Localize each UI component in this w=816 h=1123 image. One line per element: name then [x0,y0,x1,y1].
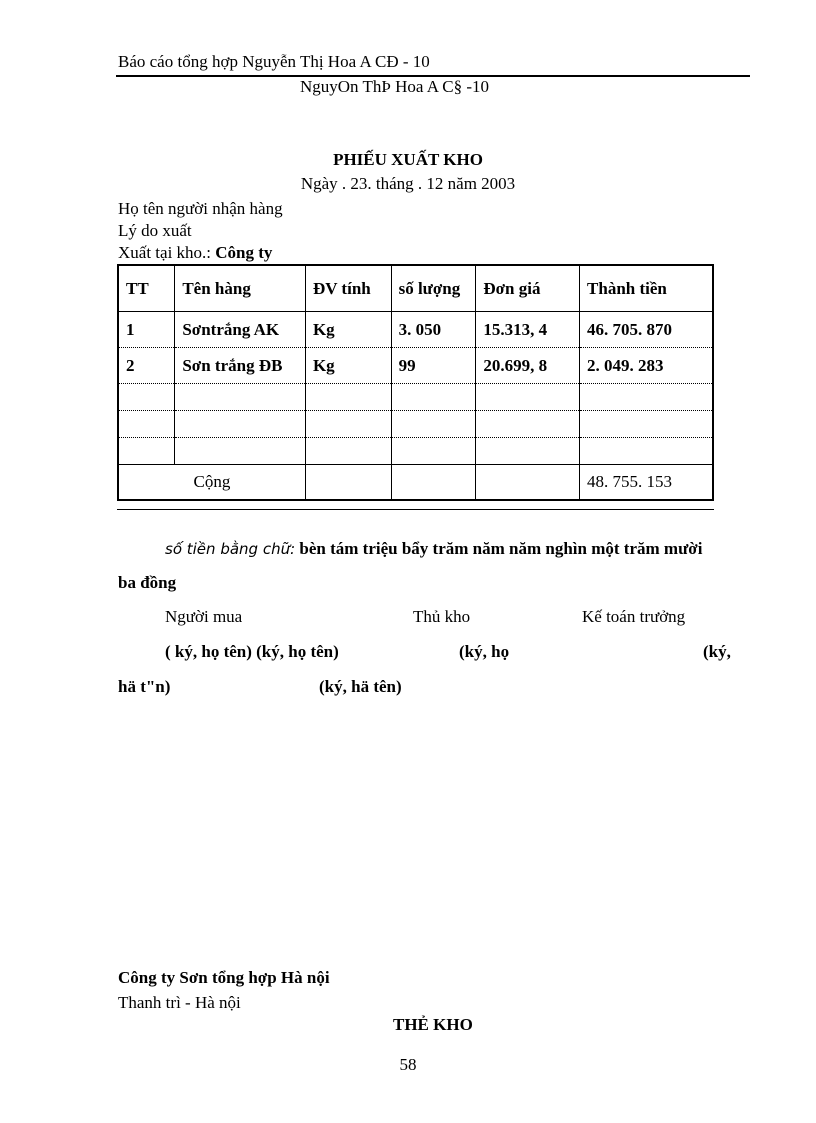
col-header: TT [118,265,175,312]
empty-row [118,411,713,438]
signature-note: ( ký, họ tên) (ký, họ tên) [165,642,339,661]
report-subheader: NguyOn ThÞ Hoa A C§ -10 [300,77,490,96]
company-name: Công ty Sơn tổng hợp Hà nội [118,968,330,987]
col-header: Thành tiền [580,265,713,312]
cell-unit: Kg [305,348,391,384]
storekeeper-label: Thủ kho [413,607,471,626]
buyer-label: Người mua [165,607,243,626]
total-row [118,465,713,501]
col-header: Đơn giá [476,265,580,312]
cell-qty: 3. 050 [391,312,476,348]
table-row [118,348,713,384]
page-number: 58 [399,1055,417,1074]
col-header: Tên hàng [175,265,306,312]
col-header: số lượng [391,265,476,312]
section-title: THẺ KHO [393,1015,473,1034]
warehouse-label: Xuất tại kho.: [118,243,216,262]
cell-item: Sơn trắng ĐB [175,348,306,384]
cell-tt: 2 [118,348,175,384]
total-label: Cộng [118,465,305,501]
table-row [118,312,713,348]
empty-row [118,438,713,465]
amount-in-words [165,539,702,559]
slip-title: PHIẾU XUẤT KHO [333,150,483,169]
warehouse-value: Công ty [215,243,273,262]
signature-note: (ký, họ [459,642,510,661]
cell-price: 20.699, 8 [476,348,580,384]
cell-amount: 2. 049. 283 [580,348,713,384]
cell-tt: 1 [118,312,175,348]
report-header: Báo cáo tổng hợp Nguyễn Thị Hoa A CĐ - 10 [118,52,430,71]
cell-price: 15.313, 4 [476,312,580,348]
amount-words-label: số tiền bằng chữ: [165,540,296,558]
table-bottom-rule [117,509,714,510]
amount-words-continued: ba đồng [118,573,177,592]
col-header: ĐV tính [305,265,391,312]
reason-label: Lý do xuất [118,221,192,240]
warehouse-line [118,243,272,263]
signature-note: hä t"n) [118,677,171,696]
table-header-row [118,265,713,312]
goods-issue-table [117,264,714,501]
cell-unit: Kg [305,312,391,348]
signature-note: (ký, [703,642,731,661]
signature-note: (ký, hä tên) [319,677,402,696]
cell-qty: 99 [391,348,476,384]
cell-item: Sơntrắng AK [175,312,306,348]
chief-accountant-label: Kế toán trưởng [582,607,686,626]
company-address: Thanh trì - Hà nội [118,993,241,1012]
slip-date: Ngày . 23. tháng . 12 năm 2003 [300,174,516,193]
empty-row [118,384,713,411]
total-value: 48. 755. 153 [580,465,713,501]
amount-words-text: bèn tám triệu bẩy trăm năm năm nghìn một trăm mười [295,539,703,558]
receiver-label: Họ tên người nhận hàng [118,199,283,218]
cell-amount: 46. 705. 870 [580,312,713,348]
